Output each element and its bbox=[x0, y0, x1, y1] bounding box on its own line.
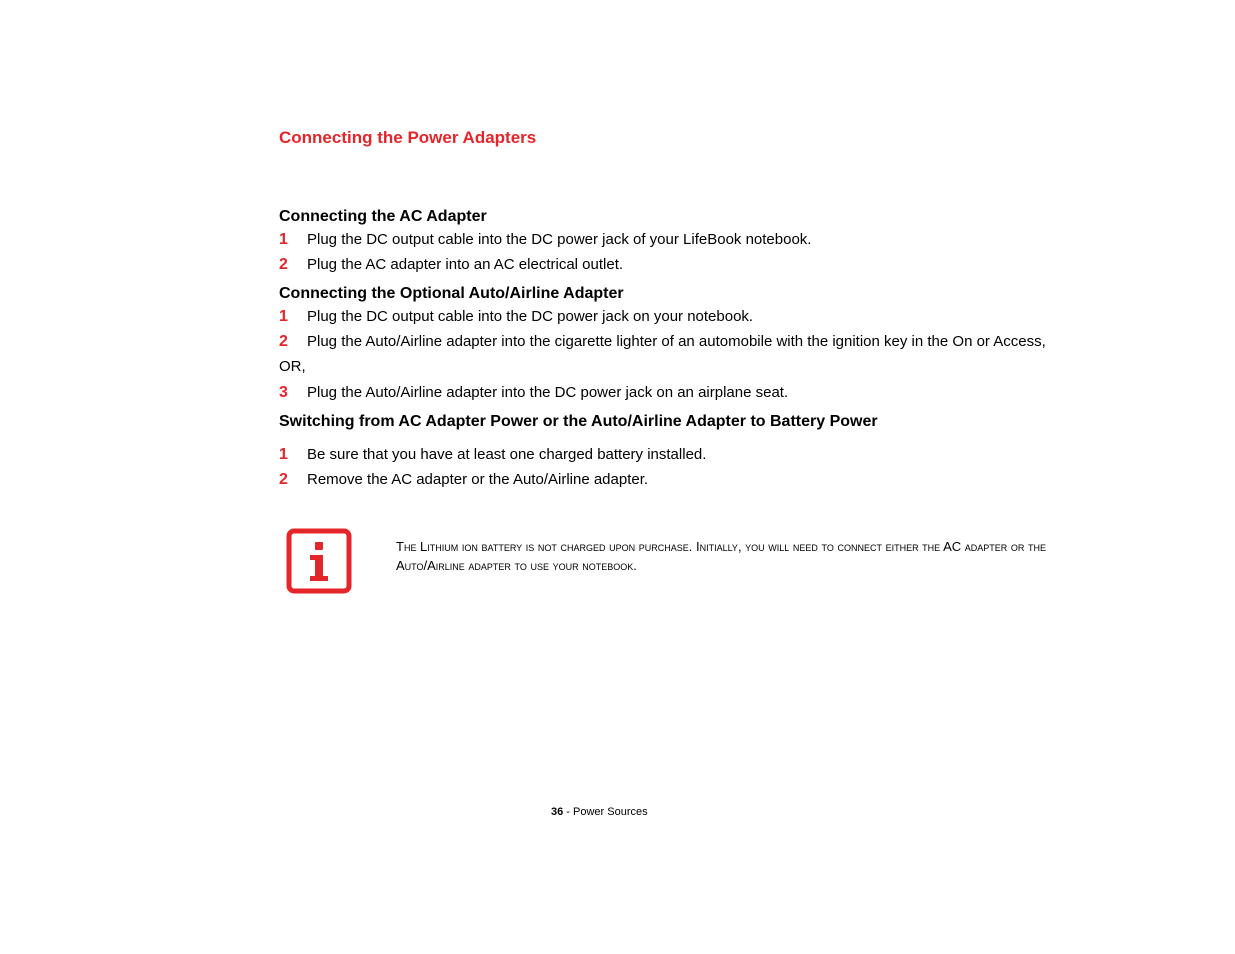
list-item bbox=[279, 384, 788, 402]
step-number: 1 bbox=[279, 308, 288, 325]
page-footer bbox=[551, 806, 648, 818]
or-text: OR, bbox=[279, 358, 306, 375]
step-text: Plug the AC adapter into an AC electrical outlet. bbox=[307, 256, 624, 273]
step-number: 1 bbox=[279, 231, 288, 248]
step-text: Plug the DC output cable into the DC power jack on your notebook. bbox=[307, 308, 754, 325]
step-text: Plug the Auto/Airline adapter into the cigarette lighter of an automobile with the ignition key in the On or Access, bbox=[307, 333, 1046, 350]
list-item bbox=[279, 256, 623, 274]
list-item bbox=[279, 308, 753, 326]
note-text: The Lithium ion battery is not charged upon purchase. Initially, you will need to connect either the AC adapter or the Auto/Airline adapter to use your notebook. bbox=[396, 539, 1046, 573]
page-title: Connecting the Power Adapters bbox=[279, 128, 537, 147]
footer-separator: - bbox=[563, 806, 574, 818]
list-item bbox=[279, 333, 1046, 351]
footer-section: Power Sources bbox=[573, 806, 648, 818]
list-item bbox=[279, 446, 706, 464]
step-text: Plug the Auto/Airline adapter into the DC power jack on an airplane seat. bbox=[307, 384, 789, 401]
section-heading-auto: Connecting the Optional Auto/Airline Adapter bbox=[279, 285, 624, 302]
step-number: 3 bbox=[279, 384, 288, 401]
step-text: Plug the DC output cable into the DC power jack of your LifeBook notebook. bbox=[307, 231, 812, 248]
step-text: Remove the AC adapter or the Auto/Airline adapter. bbox=[307, 471, 649, 488]
step-text: Be sure that you have at least one charged battery installed. bbox=[307, 446, 707, 463]
section-heading-ac: Connecting the AC Adapter bbox=[279, 208, 487, 225]
step-number: 2 bbox=[279, 256, 288, 273]
info-icon bbox=[286, 528, 352, 594]
step-number: 2 bbox=[279, 333, 288, 350]
step-number: 2 bbox=[279, 471, 288, 488]
list-item bbox=[279, 231, 811, 249]
step-number: 1 bbox=[279, 446, 288, 463]
section-heading-switch: Switching from AC Adapter Power or the Auto/Airline Adapter to Battery Power bbox=[279, 413, 878, 430]
list-item bbox=[279, 471, 648, 489]
page-number: 36 bbox=[551, 806, 564, 818]
